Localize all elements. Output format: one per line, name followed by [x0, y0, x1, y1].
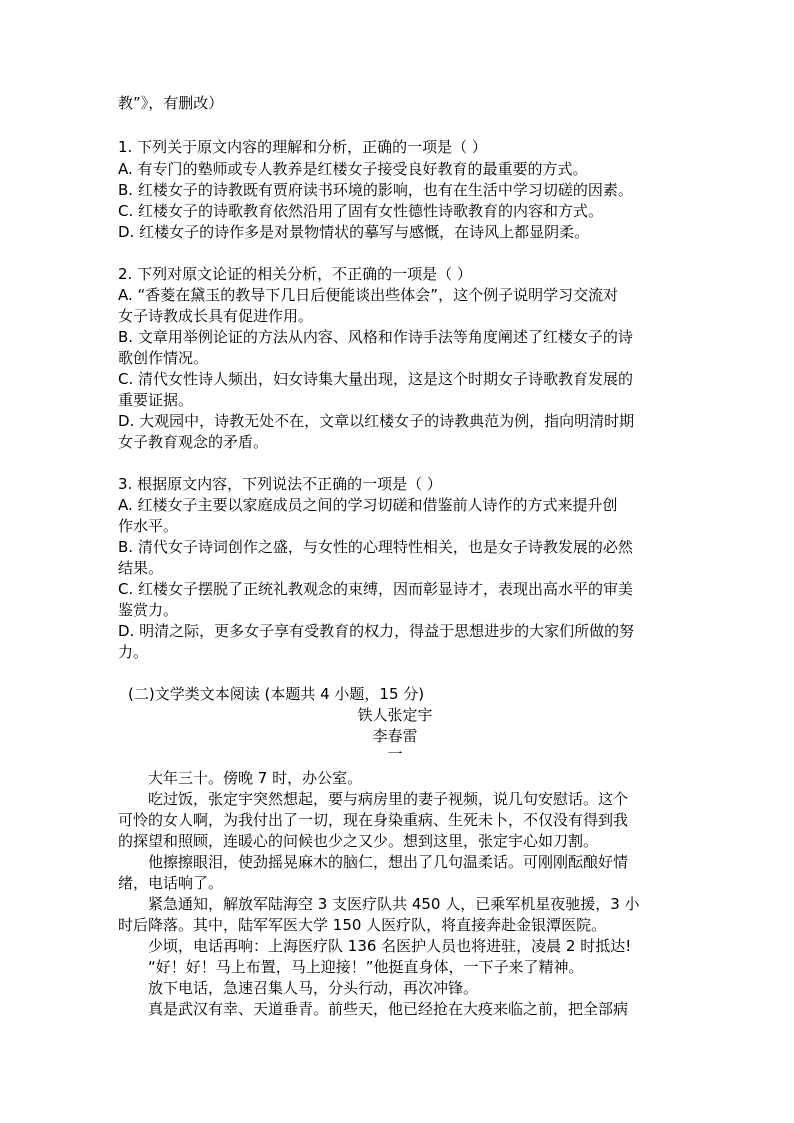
intro-tail: 教”》，有删改） [118, 94, 224, 112]
story-line: 大年三十。傍晚 7 时，办公室。 [148, 769, 363, 787]
q3-option-b-cont: 结果。 [118, 559, 164, 577]
section-heading: (二)文学类文本阅读 (本题共 4 小题，15 分) [128, 685, 425, 703]
story-line: 放下电话，急速召集人马，分头行动，再次冲锋。 [148, 979, 479, 997]
q3-option-c-cont: 鉴赏力。 [118, 601, 179, 619]
q2-option-b: B. 文章用举例论证的方法从内容、风格和作诗手法等角度阐述了红楼女子的诗 [118, 328, 633, 346]
q2-stem: 2. 下列对原文论证的相关分析，不正确的一项是（ ） [118, 265, 472, 283]
q2-option-d: D. 大观园中，诗教无处不在，文章以红楼女子的诗教典范为例，指向明清时期 [118, 412, 635, 430]
q1-option-c: C. 红楼女子的诗歌教育依然沿用了固有女性德性诗歌教育的内容和方式。 [118, 202, 604, 220]
q2-option-c-cont: 重要证据。 [118, 391, 194, 409]
story-title: 铁人张定宇 [357, 706, 433, 724]
story-line: 时后降落。其中，陆军军医大学 150 人医疗队，将直接奔赴金银潭医院。 [118, 916, 607, 934]
story-author: 李春雷 [372, 727, 418, 745]
q1-option-a: A. 有专门的塾师或专人教养是红楼女子接受良好教育的最重要的方式。 [118, 160, 588, 178]
q3-option-d: D. 明清之际，更多女子享有受教育的权力，得益于思想进步的大家们所做的努 [118, 622, 635, 640]
q3-option-b: B. 清代女子诗词创作之盛，与女性的心理特性相关，也是女子诗教发展的必然 [118, 538, 633, 556]
q2-option-d-cont: 女子教育观念的矛盾。 [118, 433, 269, 451]
story-line: 少顷，电话再响：上海医疗队 136 名医护人员也将进驻，凌晨 2 时抵达! [148, 937, 632, 955]
story-line: 可怜的女人啊，为我付出了一切，现在身染重病、生死未卜，不仅没有得到我 [118, 811, 629, 829]
story-line: 他擦擦眼泪，使劲摇晃麻木的脑仁，想出了几句温柔话。可刚刚酝酿好情 [148, 853, 629, 871]
q3-option-d-cont: 力。 [118, 643, 149, 661]
q1-option-b: B. 红楼女子的诗教既有贾府读书环境的影响，也有在生活中学习切磋的因素。 [118, 181, 633, 199]
q3-option-a-cont: 作水平。 [118, 517, 179, 535]
story-line: 吃过饭，张定宇突然想起，要与病房里的妻子视频，说几句安慰话。这个 [148, 790, 629, 808]
q1-stem: 1. 下列关于原文内容的理解和分析，正确的一项是（ ） [118, 138, 487, 156]
q3-option-a: A. 红楼女子主要以家庭成员之间的学习切磋和借鉴前人诗作的方式来提升创 [118, 496, 618, 514]
q3-option-c: C. 红楼女子摆脱了正统礼教观念的束缚，因而彰显诗才，表现出高水平的审美 [118, 580, 634, 598]
q2-option-b-cont: 歌创作情况。 [118, 349, 209, 367]
q2-option-a: A. “香菱在黛玉的教导下几日后便能谈出些体会”，这个例子说明学习交流对 [118, 286, 619, 304]
q2-option-a-cont: 女子诗教成长具有促进作用。 [118, 307, 314, 325]
q2-option-c: C. 清代女性诗人频出，妇女诗集大量出现，这是这个时期女子诗歌教育发展的 [118, 370, 634, 388]
story-line: 真是武汉有幸、天道垂青。前些天，他已经抢在大疫来临之前，把全部病 [148, 1000, 629, 1018]
q1-option-d: D. 红楼女子的诗作多是对景物情状的摹写与感慨，在诗风上都显阴柔。 [118, 223, 590, 241]
story-line: “好！好！马上布置，马上迎接！”他挺直身体，一下子来了精神。 [148, 958, 584, 976]
part-number: 一 [387, 745, 403, 763]
story-line: 绪，电话响了。 [118, 874, 224, 892]
q3-stem: 3. 根据原文内容，下列说法不正确的一项是（ ） [118, 475, 442, 493]
story-line: 紧急通知，解放军陆海空 3 支医疗队共 450 人，已乘军机星夜驰援，3 小 [148, 895, 640, 913]
story-line: 的探望和照顾，连暖心的问候也少之又少。想到这里，张定宇心如刀割。 [118, 832, 599, 850]
